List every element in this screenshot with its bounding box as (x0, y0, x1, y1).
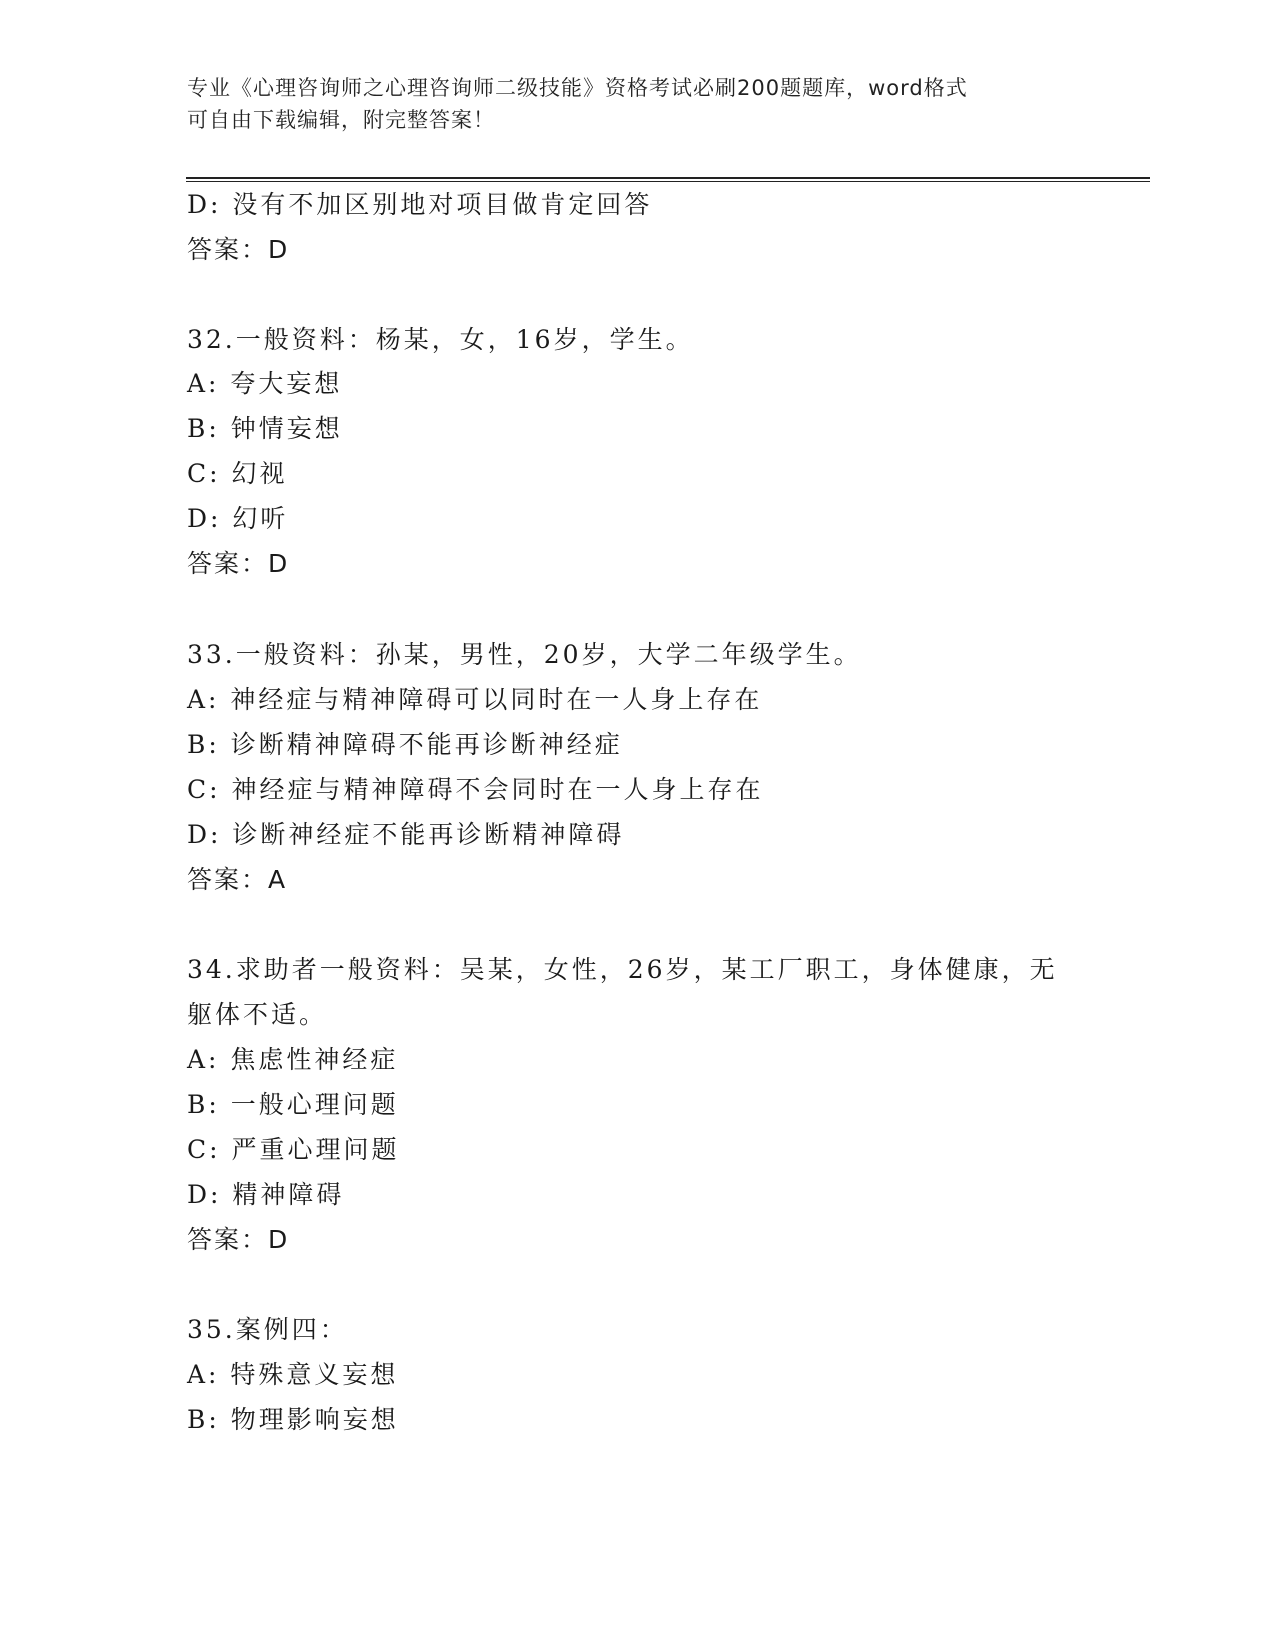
header-line-2: 可自由下载编辑，附完整答案！ (187, 108, 495, 132)
option-line: A: 神经症与精神障碍可以同时在一人身上存在 (187, 685, 763, 714)
option-line: D: 精神障碍 (187, 1180, 345, 1209)
option-line: D: 没有不加区别地对项目做肯定回答 (187, 190, 653, 219)
option-line: B: 一般心理问题 (187, 1090, 399, 1119)
answer-line: 答案：D (187, 549, 290, 578)
question-stem: 34.求助者一般资料：吴某，女性，26岁，某工厂职工，身体健康，无 (187, 955, 1058, 984)
option-line: D: 诊断神经症不能再诊断精神障碍 (187, 820, 625, 849)
option-line: C: 神经症与精神障碍不会同时在一人身上存在 (187, 775, 764, 804)
option-line: B: 诊断精神障碍不能再诊断神经症 (187, 730, 623, 759)
header-line-1: 专业《心理咨询师之心理咨询师二级技能》资格考试必刷200题题库，word格式 (187, 76, 968, 100)
option-line: C: 幻视 (187, 459, 288, 488)
answer-line: 答案：D (187, 1225, 290, 1254)
option-line: A: 特殊意义妄想 (187, 1360, 399, 1389)
option-line: A: 焦虑性神经症 (187, 1045, 399, 1074)
header-double-rule (186, 177, 1150, 182)
question-stem-continuation: 躯体不适。 (187, 1000, 328, 1029)
answer-line: 答案：D (187, 235, 290, 264)
option-line: B: 物理影响妄想 (187, 1405, 399, 1434)
option-line: D: 幻听 (187, 504, 289, 533)
answer-line: 答案：A (187, 865, 288, 894)
question-stem: 33.一般资料：孙某，男性，20岁，大学二年级学生。 (187, 640, 862, 669)
option-line: C: 严重心理问题 (187, 1135, 400, 1164)
question-stem: 32.一般资料：杨某，女，16岁，学生。 (187, 325, 694, 354)
option-line: A: 夸大妄想 (187, 369, 343, 398)
question-stem: 35.案例四： (187, 1315, 348, 1344)
document-header (187, 72, 1087, 136)
option-line: B: 钟情妄想 (187, 414, 343, 443)
